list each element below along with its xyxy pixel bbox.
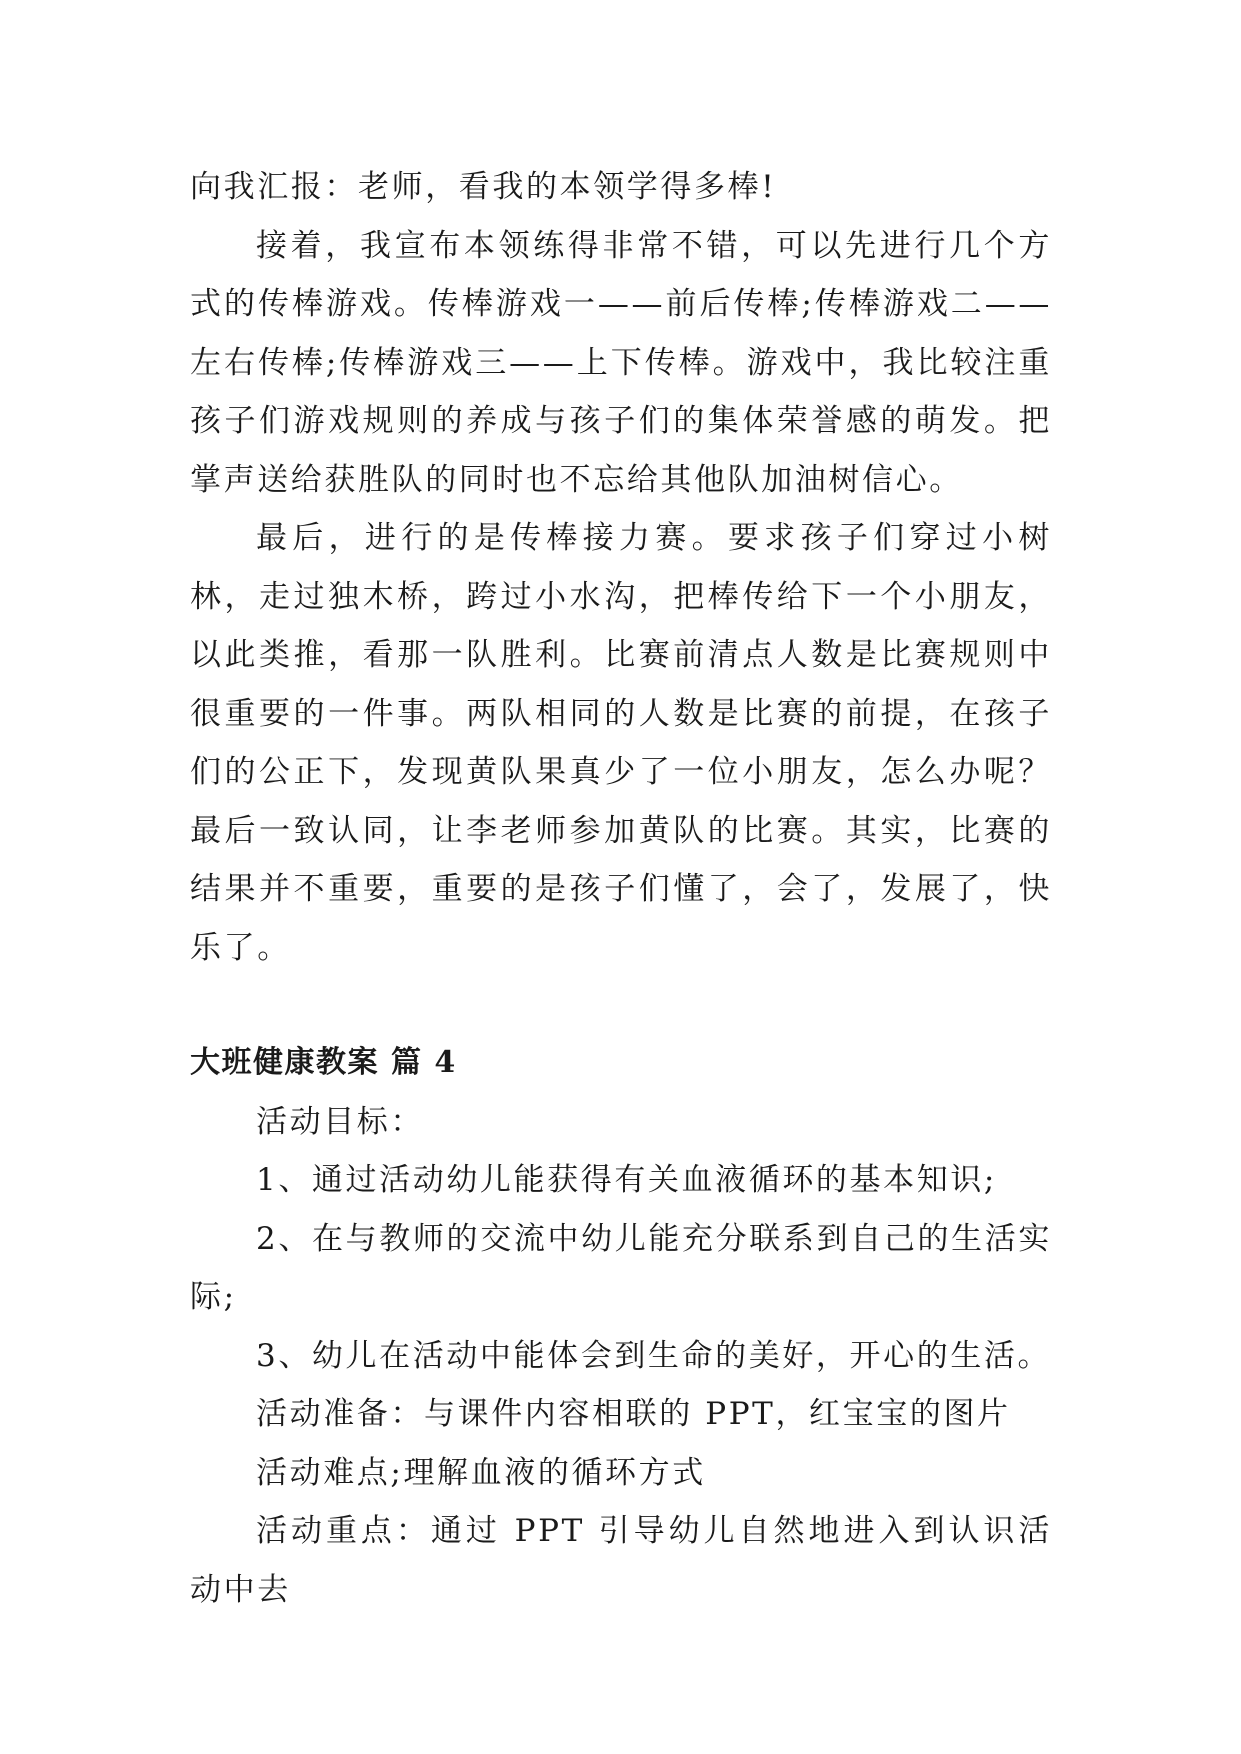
paragraph-report: 向我汇报：老师，看我的本领学得多棒! [190, 169, 777, 205]
section-heading: 大班健康教案 篇 4 [190, 1045, 457, 1080]
paragraph-goal-1: 1、通过活动幼儿能获得有关血液循环的基本知识; [256, 1162, 997, 1198]
paragraph-activity-difficulty: 活动难点;理解血液的循环方式 [256, 1454, 706, 1491]
paragraph-relay-race: 最后，进行的是传棒接力赛。要求孩子们穿过小树林，走过独木桥，跨过小水沟，把棒传给下一个小朋友，以此类推，看那一队胜利。比赛前清点人数是比赛规则中很重要的一件事。两队相同的人数是比赛的前提，在孩子们的公正下，发现黄队果真少了一位小朋友，怎么办呢？最后一致认同，让李老师参加黄队的比赛。其实，比赛的结果并不重要，重要的是孩子们懂了，会了，发展了，快乐了。 [190, 520, 1052, 966]
document-body [190, 158, 1052, 1619]
paragraph-passing-games: 接着，我宣布本领练得非常不错，可以先进行几个方式的传棒游戏。传棒游戏一——前后传棒;传棒游戏二——左右传棒;传棒游戏三——上下传棒。游戏中，我比较注重孩子们游戏规则的养成与孩子们的集体荣誉感的萌发。把掌声送给获胜队的同时也不忘给其他队加油树信心。 [190, 227, 1052, 498]
paragraph-goal-2: 2、在与教师的交流中幼儿能充分联系到自己的生活实际; [190, 1220, 1052, 1315]
paragraph-activity-preparation: 活动准备：与课件内容相联的 PPT，红宝宝的图片 [256, 1396, 1011, 1432]
paragraph-activity-focus: 活动重点：通过 PPT 引导幼儿自然地进入到认识活动中去 [190, 1513, 1052, 1608]
paragraph-goal-3: 3、幼儿在活动中能体会到生命的美好，开心的生活。 [256, 1337, 1052, 1374]
paragraph-activity-goals-label: 活动目标： [256, 1103, 424, 1140]
